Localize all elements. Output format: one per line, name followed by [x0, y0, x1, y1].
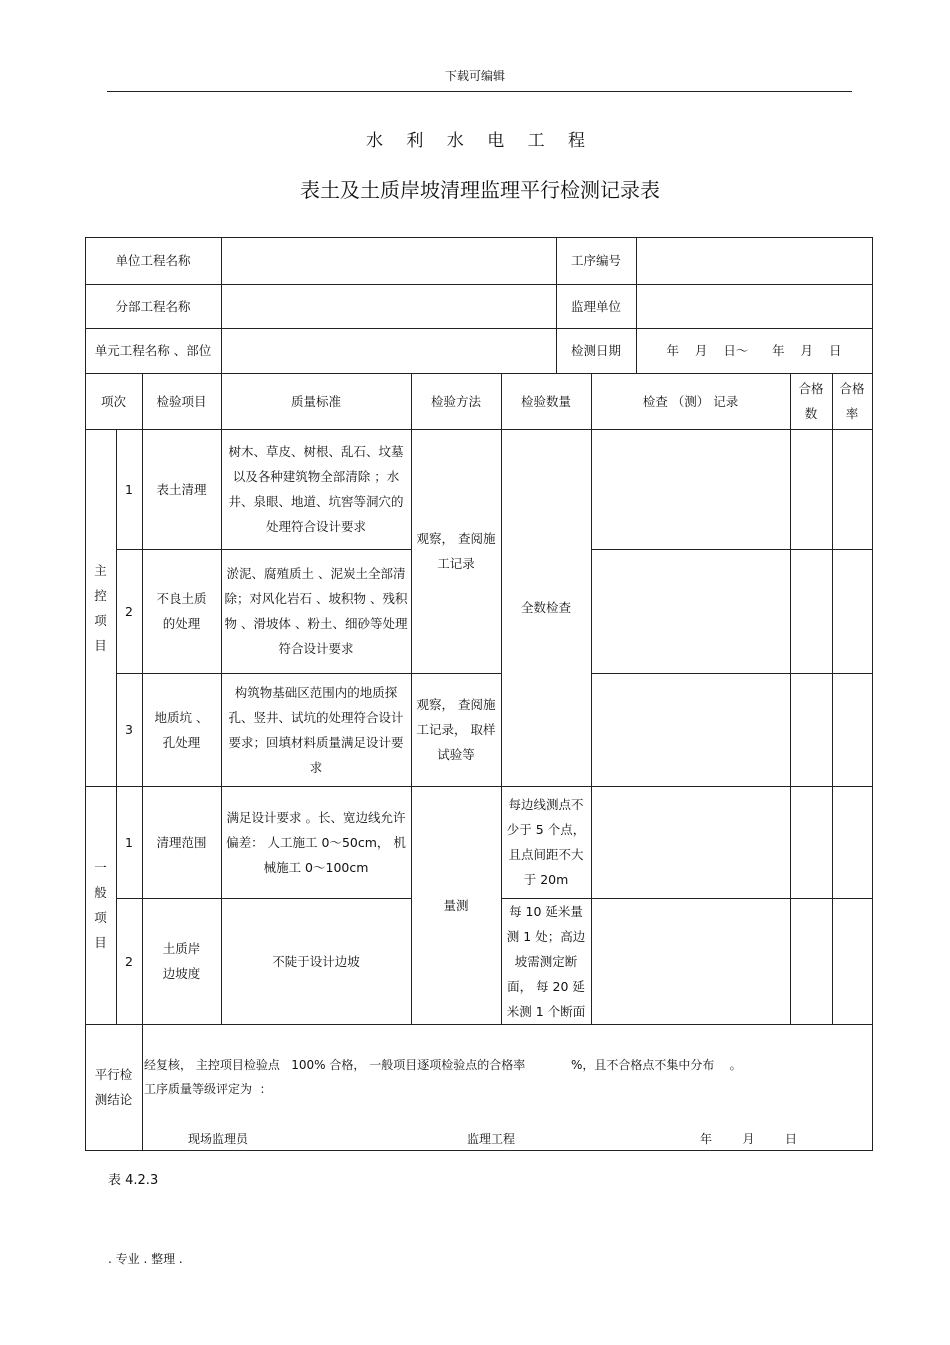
process-no-field[interactable]: [636, 237, 872, 284]
main-row-2-no: 2: [125, 603, 133, 619]
sign-supervisor: 现场监理员: [188, 1132, 249, 1146]
general-row-2-quantity: 每 10 延米量测 1 处；高边坡需测定断面， 每 20 延米测 1 个断面: [506, 903, 586, 1019]
unit-project-field[interactable]: [221, 237, 556, 284]
general-row-2-standard: 不陡于设计边坡: [272, 953, 360, 969]
section-divider: [85, 1024, 873, 1025]
col-divider: [591, 373, 592, 1024]
col-header-pass-rate: 合格 率: [839, 381, 865, 421]
main-row-3-name: 地质坑 、 孔处理: [154, 709, 209, 750]
header-rule: [107, 91, 852, 92]
general-row-1-quantity: 每边线测点不少于 5 个点，且点间距不大于 20m: [506, 797, 586, 887]
main-row-1-standard: 树木、草皮、树根、乱石、坟墓以及各种建筑物全部清除 ；水井、泉眼、地道、坑窖等洞穴的处理符合设计要求: [228, 444, 404, 534]
main-items-group-label: 主 控 项 目: [94, 562, 107, 653]
general-row-2-name: 土质岸 边坡度: [162, 941, 201, 981]
main-row-1-no: 1: [125, 481, 133, 497]
main-row-2-standard: 淤泥、腐殖质土 、泥炭土全部清除；对风化岩石 、坡积物 、残积物 、滑坡体 、粉土、细砂等处理符合设计要求: [224, 566, 408, 656]
sub-project-label: 分部工程名称: [115, 298, 191, 314]
main-quantity: 全数检查: [520, 600, 571, 615]
col-header-inspect-item: 检验项目: [156, 393, 207, 409]
main-method-1-2: 观察， 查阅施 工记录: [416, 531, 496, 571]
top-note: 下载可编辑: [444, 69, 505, 83]
element-project-label: 单元工程名称 、部位: [94, 343, 212, 358]
document-title: 表土及土质岸坡清理监理平行检测记录表: [300, 178, 660, 202]
document-category: 水 利 水 电 工 程: [365, 131, 595, 151]
col-divider: [832, 373, 833, 1024]
row-divider: [591, 673, 873, 674]
col-header-item-no: 项次: [100, 393, 126, 409]
main-row-3-standard: 构筑物基础区范围内的地质探孔、竖井、试坑的处理符合设计要求；回填材料质量满足设计要求: [228, 684, 404, 775]
col-divider: [790, 373, 791, 1024]
supervisor-unit-label: 监理单位: [570, 298, 621, 314]
main-row-3-no: 3: [125, 722, 133, 737]
main-row-2-name: 不良土质 的处理: [156, 591, 207, 631]
process-no-label: 工序编号: [570, 253, 621, 268]
main-row-1-name: 表土清理: [156, 481, 207, 497]
general-row-2-no: 2: [125, 953, 133, 969]
general-items-group-label: 一 般 项 目: [94, 860, 107, 950]
conclusion-label: 平行检 测结论: [94, 1067, 133, 1107]
unit-project-label: 单位工程名称: [115, 253, 191, 268]
element-project-field[interactable]: [221, 328, 556, 373]
col-header-pass-count: 合格 数: [798, 381, 824, 421]
col-header-record: 检查 （测） 记录: [642, 393, 739, 409]
sign-date: 年 月 日: [700, 1132, 798, 1146]
sign-engineer: 监理工程: [467, 1132, 516, 1146]
sub-project-field[interactable]: [221, 284, 556, 328]
main-method-3: 观察， 查阅施 工记录， 取样 试验等: [416, 697, 496, 762]
col-header-quality-standard: 质量标准: [290, 393, 341, 409]
conclusion-line-2: 工序质量等级评定为 ：: [144, 1082, 272, 1096]
col-header-method: 检验方法: [430, 393, 481, 409]
col-divider: [142, 1024, 143, 1150]
col-header-quantity: 检验数量: [520, 393, 571, 409]
general-method: 量测: [443, 897, 469, 913]
test-date-label: 检测日期: [570, 343, 621, 358]
general-row-1-standard: 满足设计要求 。长、宽边线允许偏差： 人工施工 0～50cm， 机械施工 0～100cm: [226, 809, 406, 875]
general-row-1-name: 清理范围: [156, 834, 207, 850]
conclusion-line-1: 经复核， 主控项目检验点 100% 合格， 一般项目逐项检验点的合格率 %，且不合格点不集中分布 。: [144, 1058, 742, 1072]
general-row-1-no: 1: [125, 834, 133, 850]
table-number: 表 4.2.3: [108, 1173, 159, 1188]
bottom-note: . 专业 . 整理 .: [108, 1252, 183, 1266]
table-border-bottom: [85, 1150, 873, 1151]
row-divider: [591, 549, 873, 550]
supervisor-unit-field[interactable]: [636, 284, 872, 328]
test-date-value[interactable]: 年 月 日～ 年 月 日: [666, 343, 842, 358]
